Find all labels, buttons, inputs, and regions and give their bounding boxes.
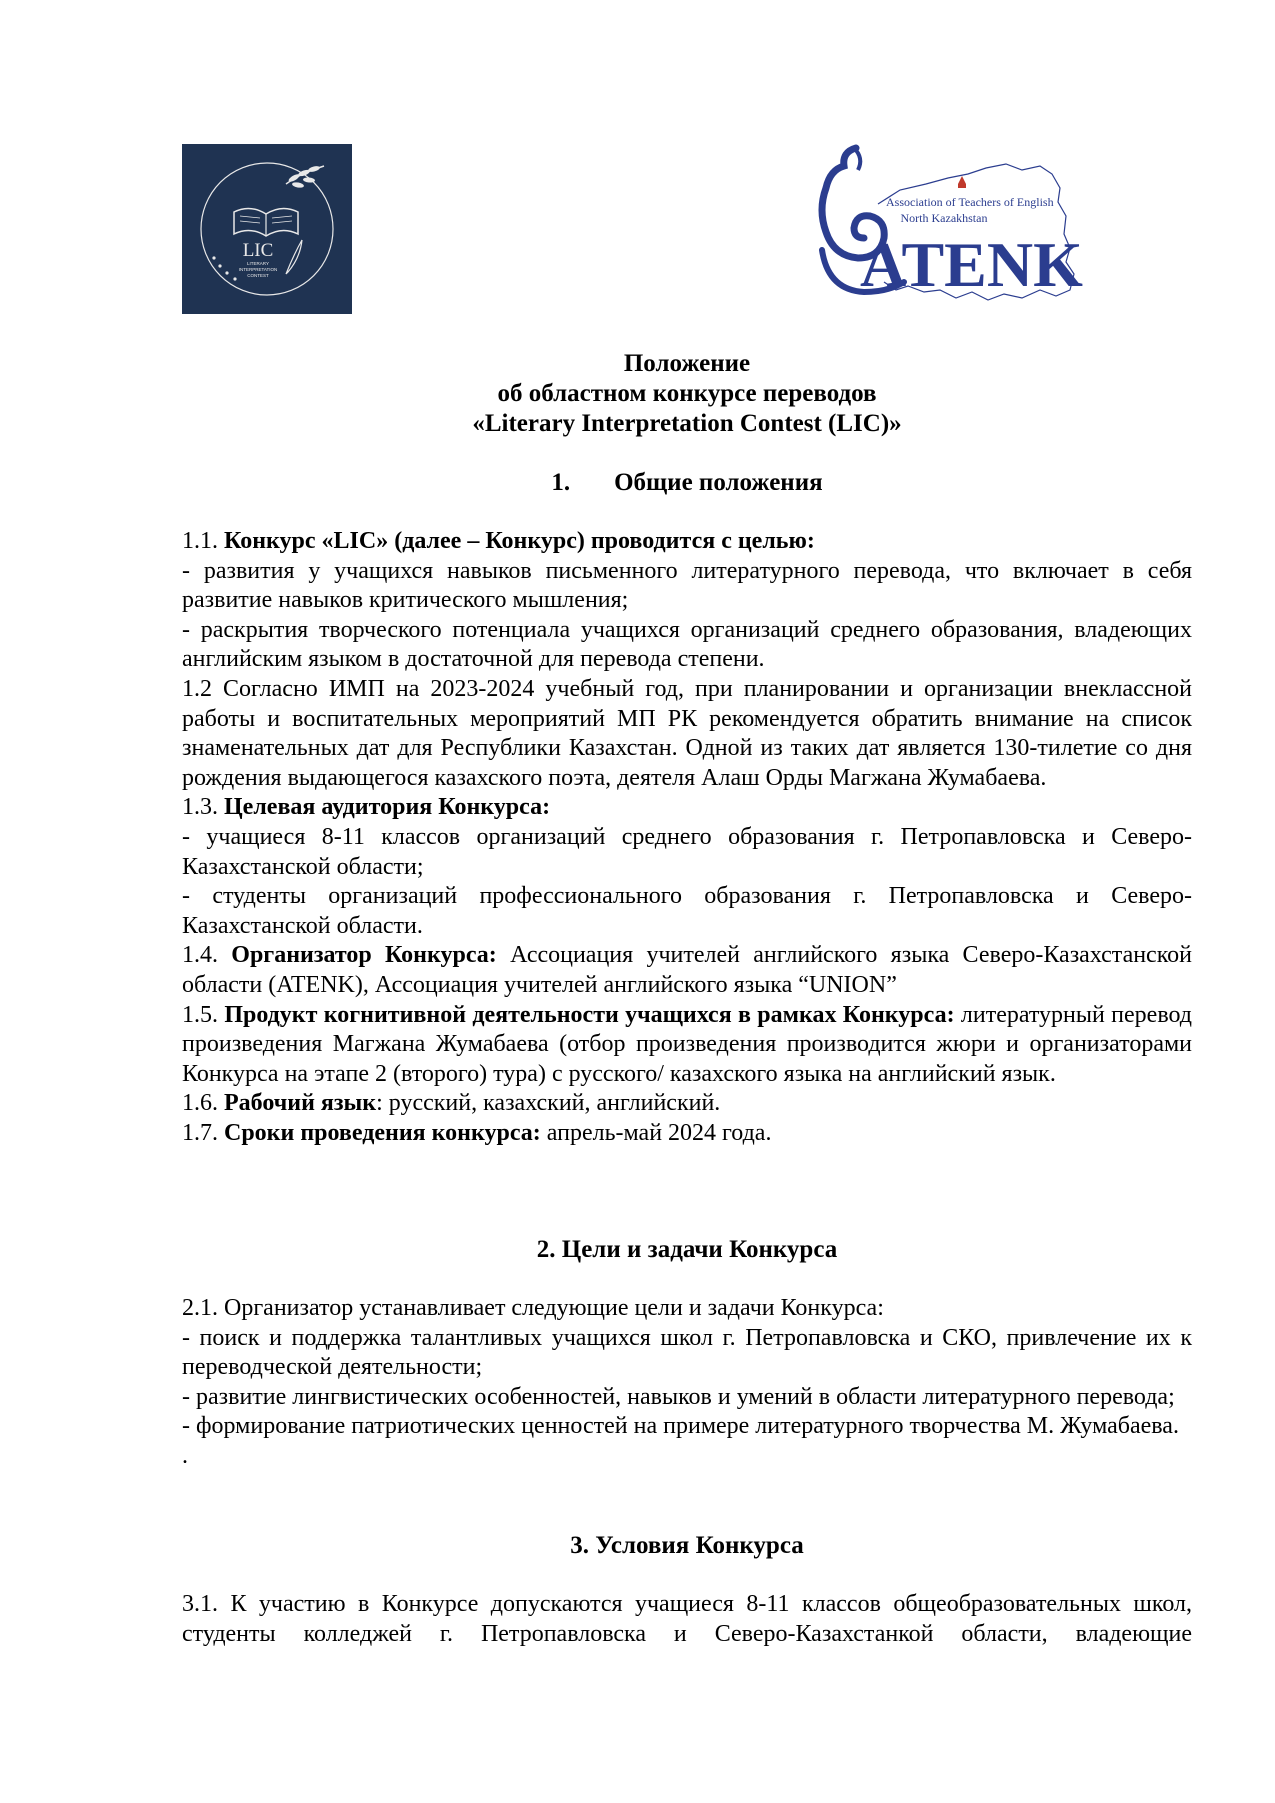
title-line-2: об областном конкурсе переводов [497, 380, 877, 407]
lic-logo-main-text: LIC [242, 240, 274, 261]
section-2-body [182, 1294, 1192, 1472]
stray-dot: . [182, 1442, 188, 1469]
paragraph-1-5-lead: Продукт когнитивной деятельности учащихся в рамках Конкурса: [224, 1001, 955, 1028]
paragraph-1-4 [182, 941, 1192, 1000]
paragraph-1-1-lead: Конкурс «LIC» (далее – Конкурс) проводится с целью: [224, 528, 815, 554]
section-3-heading: 3. Условия Конкурса [570, 1532, 804, 1559]
paragraph-2-1-item-1: - поиск и поддержка талантливых учащихся школ г. Петропавловска и СКО, привлечение их к переводческой деятельности; [182, 1324, 1192, 1381]
section-1-title: Общие положения [614, 469, 823, 496]
paragraph-1-3-item-2: - студенты организаций профессионального образования г. Петропавловска и Северо-Казахстанской области. [182, 883, 1192, 939]
lic-logo-line3: CONTEST [247, 273, 269, 278]
paragraph-1-7-lead: Сроки проведения конкурса: [224, 1119, 541, 1146]
paragraph-2-1-item-2: - развитие лингвистических особенностей, навыков и умений в области литературного перевода; [182, 1383, 1175, 1410]
paragraph-2-1: 2.1. Организатор устанавливает следующие цели и задачи Конкурса: [182, 1295, 884, 1321]
title-line-3: «Literary Interpretation Contest (LIC)» [472, 410, 902, 437]
paragraph-1-5 [182, 1001, 1192, 1090]
paragraph-1-7-text: апрель-май 2024 года. [540, 1119, 772, 1146]
section-1-number: 1. [551, 469, 571, 496]
section-2-heading: 2. Цели и задачи Конкурса [536, 1236, 838, 1263]
atenk-logo-line1: Association of Teachers of English [886, 195, 1054, 209]
paragraph-1-7 [182, 1119, 1192, 1149]
lic-logo [182, 144, 352, 314]
atenk-logo-word: ATENK [860, 229, 1083, 300]
paragraph-1-1-item-1: - развития у учащихся навыков письменного литературного перевода, что включает в себя развитие навыков критического мышления; [182, 557, 1192, 614]
section-1-heading [182, 468, 1192, 498]
paragraph-3-1: 3.1. К участию в Конкурсе допускаются учащиеся 8-11 классов общеобразовательных школ, студенты колледжей г. Петропавловска и Северо-Казахстанкой области, владеющие [182, 1591, 1192, 1647]
paragraph-1-4-number: 1.4. [182, 942, 232, 969]
paragraph-1-6-text: : русский, казахский, английский. [376, 1090, 721, 1117]
title-line-1: Положение [623, 350, 751, 377]
paragraph-1-6-number: 1.6. [182, 1090, 224, 1117]
paragraph-1-3-item-1: - учащиеся 8-11 классов организаций среднего образования г. Петропавловска и Северо-Казахстанской области; [182, 823, 1192, 880]
paragraph-1-4-lead: Организатор Конкурса: [231, 942, 497, 969]
paragraph-1-1-number: 1.1. [182, 528, 224, 554]
paragraph-1-4-text: Ассоциация учителей английского языка Северо-Казахстанской области (ATENK), Ассоциация учителей английского языка “UNION” [182, 942, 1192, 998]
atenk-logo-line2: North Kazakhstan [900, 211, 988, 225]
lic-logo-emblem-icon [182, 144, 352, 314]
paragraph-1-6 [182, 1089, 1192, 1119]
paragraph-1-3-lead: Целевая аудитория Конкурса: [224, 794, 551, 821]
paragraph-2-1-item-3: - формирование патриотических ценностей на примере литературного творчества М. Жумабаева. [182, 1413, 1179, 1440]
paragraph-1-2: 1.2 Согласно ИМП на 2023-2024 учебный год, при планировании и организации внеклассной работы и воспитательных мероприятий МП РК рекомендуется обратить внимание на список знаменательных дат для Республики Казахстан. Одной из таких дат является 130-тилетие со дня рождения выдающегося казахского поэта, деятеля Алаш Орды Магжана Жумабаева. [182, 675, 1192, 791]
document-title [182, 349, 1192, 439]
section-3-body [182, 1590, 1192, 1649]
paragraph-1-3 [182, 793, 1192, 823]
atenk-logo-emblem-icon [808, 140, 1120, 320]
paragraph-1-5-number: 1.5. [182, 1001, 225, 1028]
paragraph-1-7-number: 1.7. [182, 1119, 224, 1146]
paragraph-1-6-lead: Рабочий язык [224, 1090, 377, 1117]
paragraph-1-5-text: литературный перевод произведения Магжана Жумабаева (отбор произведения производится жюри и организаторами Конкурса на этапе 2 (второго) тура) с русского/ казахского языка на английский язык. [182, 1001, 1193, 1087]
paragraph-1-3-number: 1.3. [182, 794, 224, 821]
lic-logo-line2: INTERPRETATION [238, 267, 278, 272]
paragraph-1-1-item-2: - раскрытия творческого потенциала учащихся организаций среднего образования, владеющих английским языком в достаточной для перевода степени. [182, 616, 1192, 673]
section-1-body [182, 527, 1192, 1148]
paragraph-1-1 [182, 527, 1192, 557]
lic-logo-line1: LITERARY [247, 261, 269, 266]
atenk-logo [808, 140, 1120, 320]
